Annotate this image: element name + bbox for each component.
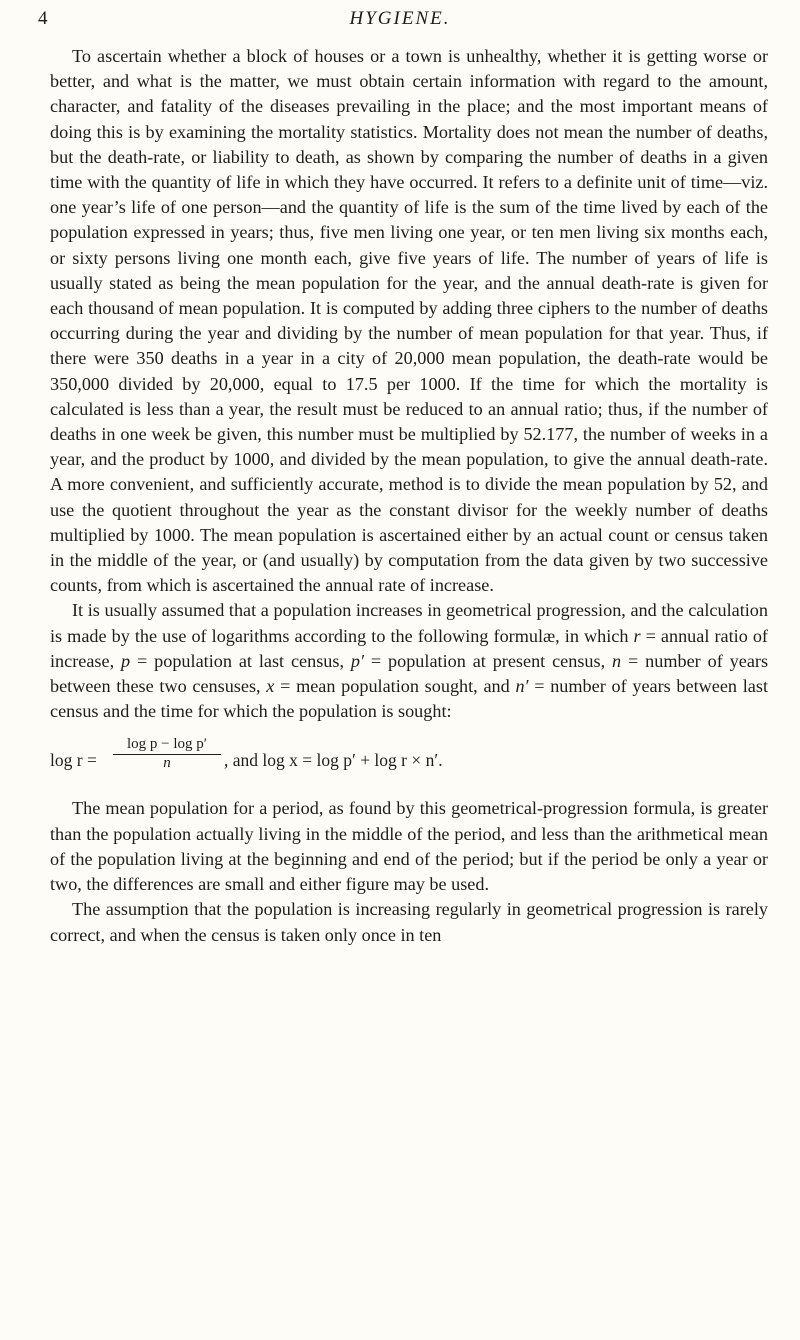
text-segment: = population at last census, <box>130 650 351 671</box>
formula-rhs: , and log x = log p′ + log r × n′. <box>224 750 443 771</box>
formula-numerator: log p − log p′ <box>113 736 221 755</box>
logarithm-formula <box>50 736 768 782</box>
running-title: HYGIENE. <box>349 8 451 29</box>
variable-p-prime: p′ <box>350 650 364 671</box>
variable-p: p <box>121 650 131 671</box>
formula-lhs: log r = <box>50 750 97 771</box>
variable-n: n <box>612 650 622 671</box>
variable-r: r <box>633 625 641 646</box>
formula-fraction <box>113 736 221 772</box>
page-number: 4 <box>38 8 48 29</box>
text-segment: = population at present census, <box>363 650 613 671</box>
body-text <box>50 44 768 948</box>
text-segment: It is usually assumed that a population increases in geometrical progression, and the calculation is made by the use of logarithms according to the following formulæ, in which <box>50 600 768 646</box>
variable-n-prime: n′ <box>515 676 529 697</box>
page-header <box>0 8 800 38</box>
paragraph-geometric-progression <box>50 598 768 724</box>
text-segment: = number of years between last census and the time for which the population is sought: <box>50 676 769 722</box>
paragraph-mortality: To ascertain whether a block of houses or a town is unhealthy, whether it is getting worse or better, and what is the matter, we must obtain certain information with regard to the amount, character, and fatality of the diseases prevailing in the place; and the most important means of doing this is by examining the mortality statistics. Mortality does not mean the number of deaths, but the death-rate, or liability to death, as shown by comparing the number of deaths in a given time with the quantity of life in which they have occurred. It refers to a definite unit of time—viz. one year’s life of one person—and the quantity of life is the sum of the time lived by each of the population expressed in years; thus, five men living one year, or ten men living six months each, or sixty persons living one month each, give five years of life. The number of years of life is usually stated as being the mean population for the year, and the annual death-rate is given for each thousand of mean population. It is computed by adding three ciphers to the number of deaths occurring during the year and dividing by the number of mean population for that year. Thus, if there were 350 deaths in a year in a city of 20,000 mean population, the death-rate would be 350,000 divided by 20,000, equal to 17.5 per 1000. If the time for which the mortality is calculated is less than a year, the result must be reduced to an annual ratio; thus, if the number of deaths in one week be given, this number must be multiplied by 52.177, the number of weeks in a year, and the product by 1000, and divided by the mean population, to give the annual death-rate. A more convenient, and sufficiently accurate, method is to divide the mean population by 52, and use the quotient throughout the year as the constant divisor for the weekly number of deaths multiplied by 1000. The mean population is ascertained either by an actual count or census taken in the middle of the year, or (and usually) by computation from the data given by two successive counts, from which is ascertained the annual rate of increase. <box>50 46 768 596</box>
paragraph-assumption: The assumption that the population is increasing regularly in geometrical progression is rarely correct, and when the census is taken only once in ten <box>50 899 768 945</box>
text-segment: = mean population sought, and <box>274 676 516 697</box>
formula-denominator: n <box>163 755 171 772</box>
variable-x: x <box>266 676 275 697</box>
text-segment: = annual ratio of increase, <box>50 625 768 671</box>
text-segment: = number of years between these two censuses, <box>50 650 769 697</box>
paragraph-mean-population: The mean population for a period, as found by this geometrical-progression formula, is greater than the population actually living in the middle of the period, and less than the arithmetical mean of the population living at the beginning and end of the period; but if the period be only a year or two, the differences are small and either figure may be used. <box>50 798 768 895</box>
